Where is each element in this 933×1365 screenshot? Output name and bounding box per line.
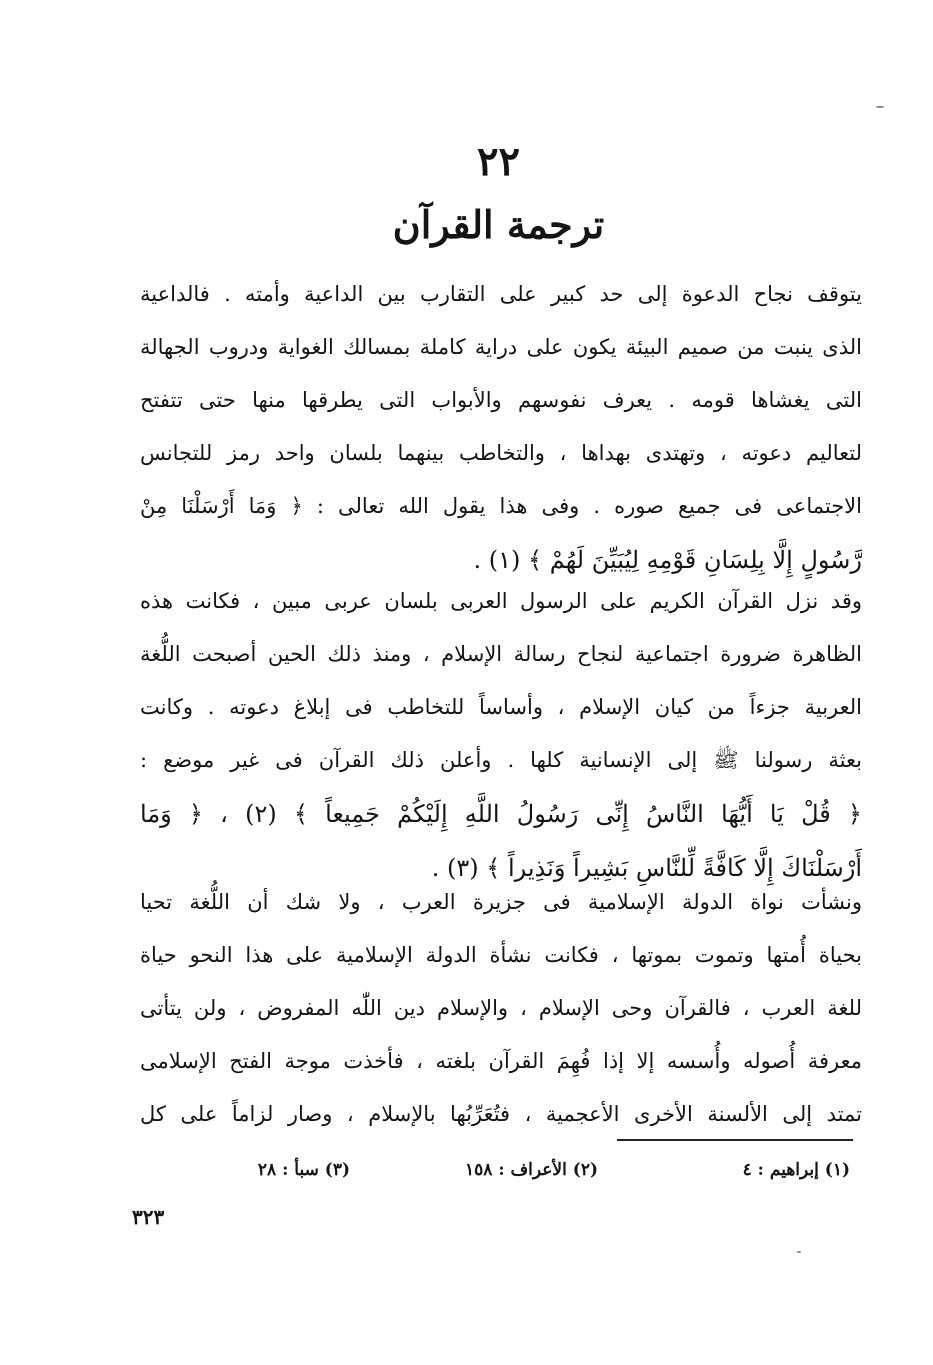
text-line: الظاهرة ضرورة اجتماعية لنجاح رسالة الإسلام ، ومنذ ذلك الحين أصبحت اللُّغة (140, 642, 862, 666)
text-line: التى يغشاها قومه . يعرف نفوسهم والأبواب التى يطرقها منها حتى تتفتح (140, 388, 862, 412)
text-line: الاجتماعى فى جميع صوره . وفى هذا يقول الله تعالى : ﴿ وَمَا أَرْسَلْنَا مِنْ (140, 494, 862, 518)
chapter-number: ٢٢ (477, 138, 520, 185)
text-line: وقد نزل القرآن الكريم على الرسول العربى بلسان عربى مبين ، فكانت هذه (140, 589, 862, 613)
text-line: ونشأت نواة الدولة الإسلامية فى جزيرة العرب ، ولا شك أن اللُّغة تحيا (140, 890, 862, 914)
quran-verse-line: ﴿ قُلْ يَا أَيُّهَا النَّاسُ إِنِّى رَسُولُ اللَّهِ إِلَيْكُمْ جَمِيعاً ﴾ (٢) ، ﴿ وَمَا (140, 800, 862, 828)
text-line: للغة العرب ، فالقرآن وحى الإسلام ، والإسلام دين اللّٰه المفروض ، ولن يتأتى (140, 996, 862, 1020)
text-line: يتوقف نجاح الدعوة إلى حد كبير على التقارب بين الداعية وأمته . فالداعية (140, 282, 862, 306)
text-line: معرفة أُصوله وأُسسه إلا إذا فُهِمَ القرآن بلغته ، فأخذت موجة الفتح الإسلامى (140, 1049, 862, 1073)
footnote-2: (٢) الأعراف : ١٥٨ (465, 1160, 598, 1180)
text-line: الذى ينبت من صميم البيئة يكون على دراية كاملة بمسالك الغواية ودروب الجهالة (140, 335, 862, 359)
quran-verse-line: أَرْسَلْنَاكَ إِلَّا كَافَّةً لِّلنَّاسِ بَشِيراً وَنَذِيراً ﴾ (٣) . (431, 854, 862, 882)
text-line: العربية جزءاً من كيان الإسلام ، وأساساً للتخاطب فى إبلاغ دعوته . وكانت (140, 695, 862, 719)
footnote-divider (617, 1139, 853, 1141)
quran-verse-line: رَّسُولٍ إِلَّا بِلِسَانِ قَوْمِهِ لِيُبَيِّنَ لَهُمْ ﴾ (١) . (473, 546, 862, 574)
scan-speck (876, 106, 884, 108)
paragraph-2 (140, 575, 862, 895)
text-line: تمتد إلى الألسنة الأخرى الأعجمية ، فتُعَرِّبُها بالإسلام ، وصار لزاماً على كل (140, 1102, 862, 1126)
chapter-title: ترجمة القرآن (392, 202, 605, 247)
scan-speck (797, 1251, 801, 1253)
footnote-1: (١) إبراهيم : ٤ (742, 1160, 850, 1180)
paragraph-1 (140, 268, 862, 588)
footnote-3: (٣) سبأ : ٢٨ (257, 1160, 350, 1180)
footnotes (210, 1160, 850, 1190)
text-line: لتعاليم دعوته ، وتهتدى بهداها ، والتخاطب بينهما بلسان واحد رمز للتجانس (140, 441, 862, 465)
page-number: ٣٢٣ (132, 1205, 165, 1229)
paragraph-3 (140, 876, 862, 1141)
text-line: بحياة أُمتها وتموت بموتها ، فكانت نشأة الدولة الإسلامية على هذا النحو حياة (140, 943, 862, 967)
text-line: بعثة رسولنا ﷺ إلى الإنسانية كلها . وأعلن ذلك القرآن فى غير موضع : (140, 748, 862, 772)
